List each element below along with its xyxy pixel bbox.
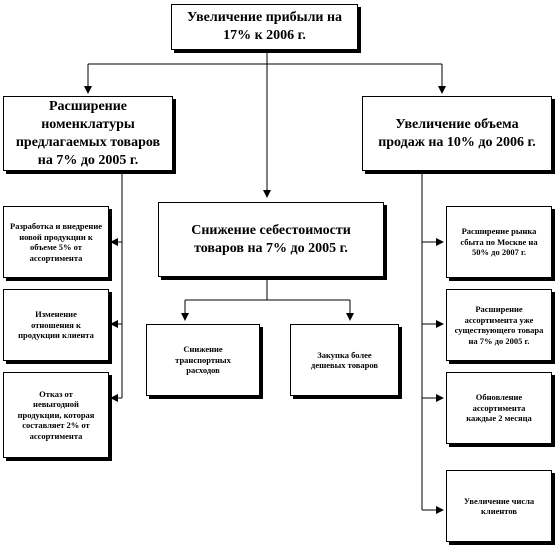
left-item-text: Разработка и внедрение новой продукции к объеме 5% от ассортимента xyxy=(10,221,102,263)
right-item-box xyxy=(446,289,552,361)
left-item-text: Отказ от невыгодной продукции, которая составляет 2% от ассортимента xyxy=(17,388,95,441)
left-item-box xyxy=(3,206,109,278)
goal-box xyxy=(171,4,358,50)
goal-text: Увеличение прибыли на 17% к 2006 г. xyxy=(186,10,343,43)
center-item-box xyxy=(290,324,399,396)
left-item-text: Изменение отношения к продукции клиента xyxy=(18,309,94,341)
left-branch-box xyxy=(3,96,173,171)
center-item-text: Снижение транспортных расходов xyxy=(175,344,231,376)
center-branch-box xyxy=(158,202,384,277)
left-item-box xyxy=(3,289,109,361)
right-item-text: Расширение рынка сбыта по Москве на 50% до 2007 г. xyxy=(460,226,538,258)
right-branch-box xyxy=(362,96,552,171)
left-branch-title: Расширение номенклатуры предлагаемых товаров на 7% до 2005 г. xyxy=(15,98,161,168)
right-item-text: Расширение ассортимента уже существующего товара на 7% до 2005 г. xyxy=(454,304,544,346)
center-item-text: Закупка более дешевых товаров xyxy=(311,349,378,370)
center-item-box xyxy=(146,324,260,396)
center-branch-title: Снижение себестоимости товаров на 7% до 2005 г. xyxy=(191,222,351,256)
right-item-box xyxy=(446,206,552,278)
right-item-box xyxy=(446,372,552,444)
right-item-text: Увеличение числа клиентов xyxy=(463,495,535,516)
left-item-box xyxy=(3,372,109,458)
right-branch-title: Увеличение объема продаж на 10% до 2006 г. xyxy=(378,116,536,150)
right-item-text: Обновление ассортимента каждые 2 месяца xyxy=(466,392,532,424)
right-item-box xyxy=(446,470,552,542)
